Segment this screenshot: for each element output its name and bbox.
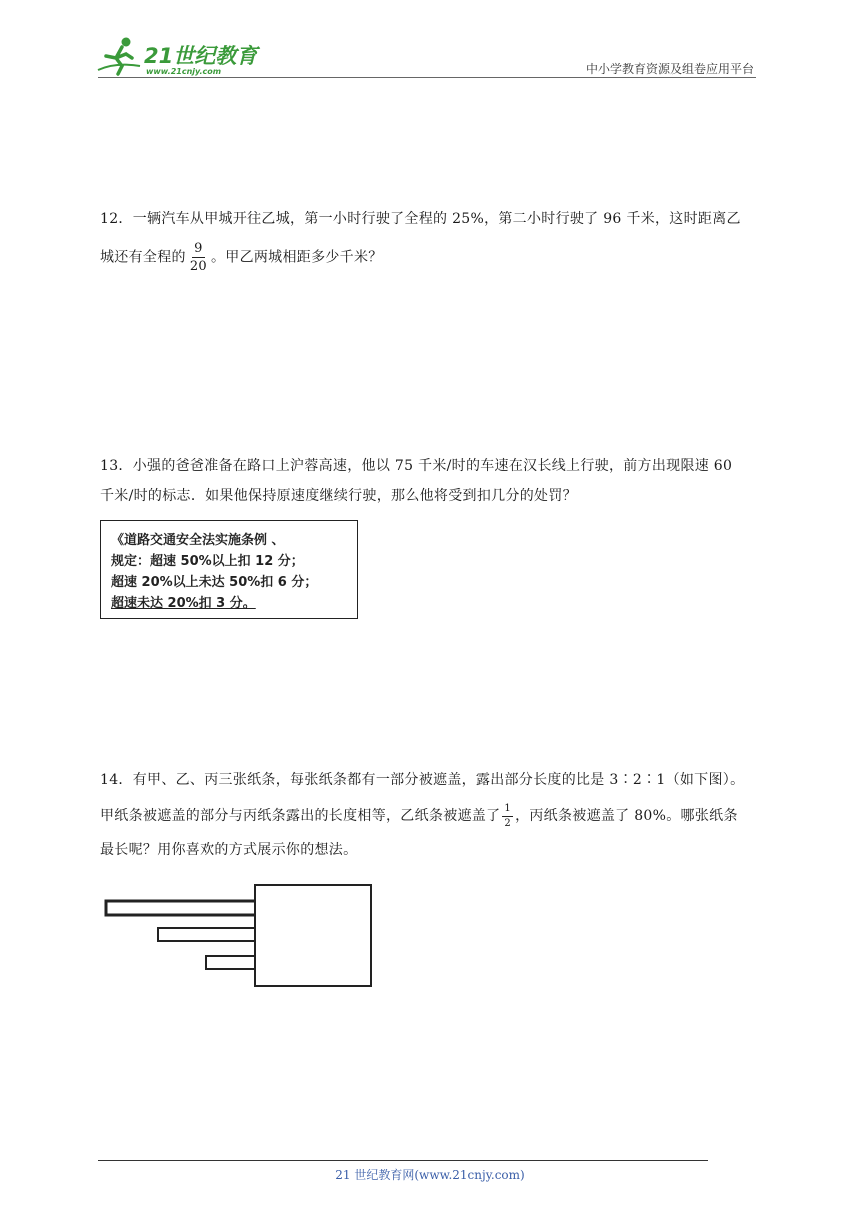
- traffic-rules-box: [100, 520, 358, 619]
- rule-line: 超速未达 20%扣 3 分。: [111, 596, 256, 611]
- question-14-line-3: 最长呢？用你喜欢的方式展示你的想法。: [100, 842, 358, 858]
- rule-line: 《道路交通安全法实施条例 、: [111, 533, 285, 548]
- header-platform-text: 中小学教育资源及组卷应用平台: [585, 62, 754, 76]
- question-12-line-1: 12．一辆汽车从甲城开往乙城，第一小时行驶了全程的 25%，第二小时行驶了 96 千米，这时距离乙: [100, 211, 741, 227]
- footer-divider: [98, 1160, 708, 1161]
- strip-yi: [158, 928, 261, 941]
- question-14-line-1: 14．有甲、乙、丙三张纸条，每张纸条都有一部分被遮盖，露出部分长度的比是 3∶2∶1（如下图）。: [100, 772, 745, 788]
- footer-site-link[interactable]: 21 世纪教育网(www.21cnjy.com): [335, 1168, 525, 1182]
- fraction-denominator: 2: [504, 817, 512, 829]
- fraction-denominator: 20: [189, 259, 207, 274]
- logo-wordmark: 21世纪教育: [144, 44, 258, 68]
- rule-line: 规定：超速 50%以上扣 12 分；: [111, 554, 304, 569]
- fraction-numerator: 9: [194, 241, 203, 256]
- question-14-text-b: ，丙纸条被遮盖了 80%。哪张纸条: [515, 808, 738, 824]
- question-12-text-a: 城还有全程的: [100, 249, 186, 266]
- question-13-line-1: 13．小强的爸爸准备在路口上沪蓉高速，他以 75 千米/时的车速在汉长线上行驶，前方出现限速 60: [100, 458, 733, 474]
- question-13-line-2: 千米/时的标志．如果他保持原速度继续行驶，那么他将受到扣几分的处罚？: [100, 488, 577, 504]
- site-logo: [96, 36, 266, 78]
- fraction-numerator: 1: [502, 804, 513, 817]
- header-divider: [98, 77, 756, 78]
- question-12: [100, 204, 762, 273]
- paper-strips-figure: [100, 878, 376, 990]
- question-14-line-2: [100, 801, 762, 831]
- question-14: [100, 765, 762, 865]
- question-12-line-2: [100, 242, 762, 273]
- fraction-1-2: [502, 804, 513, 829]
- question-14-text-a: 甲纸条被遮盖的部分与丙纸条露出的长度相等，乙纸条被遮盖了: [100, 808, 501, 824]
- question-13: [100, 451, 762, 511]
- rule-line: 超速 20%以上未达 50%扣 6 分；: [111, 575, 318, 590]
- runner-logo-icon: [96, 36, 266, 78]
- cover-square: [255, 885, 371, 986]
- question-12-text-b: 。甲乙两城相距多少千米？: [210, 249, 383, 266]
- strip-bing: [206, 956, 261, 969]
- logo-url: www.21cnjy.com: [146, 67, 222, 76]
- fraction-9-20: [188, 242, 209, 273]
- strip-jia: [106, 901, 261, 915]
